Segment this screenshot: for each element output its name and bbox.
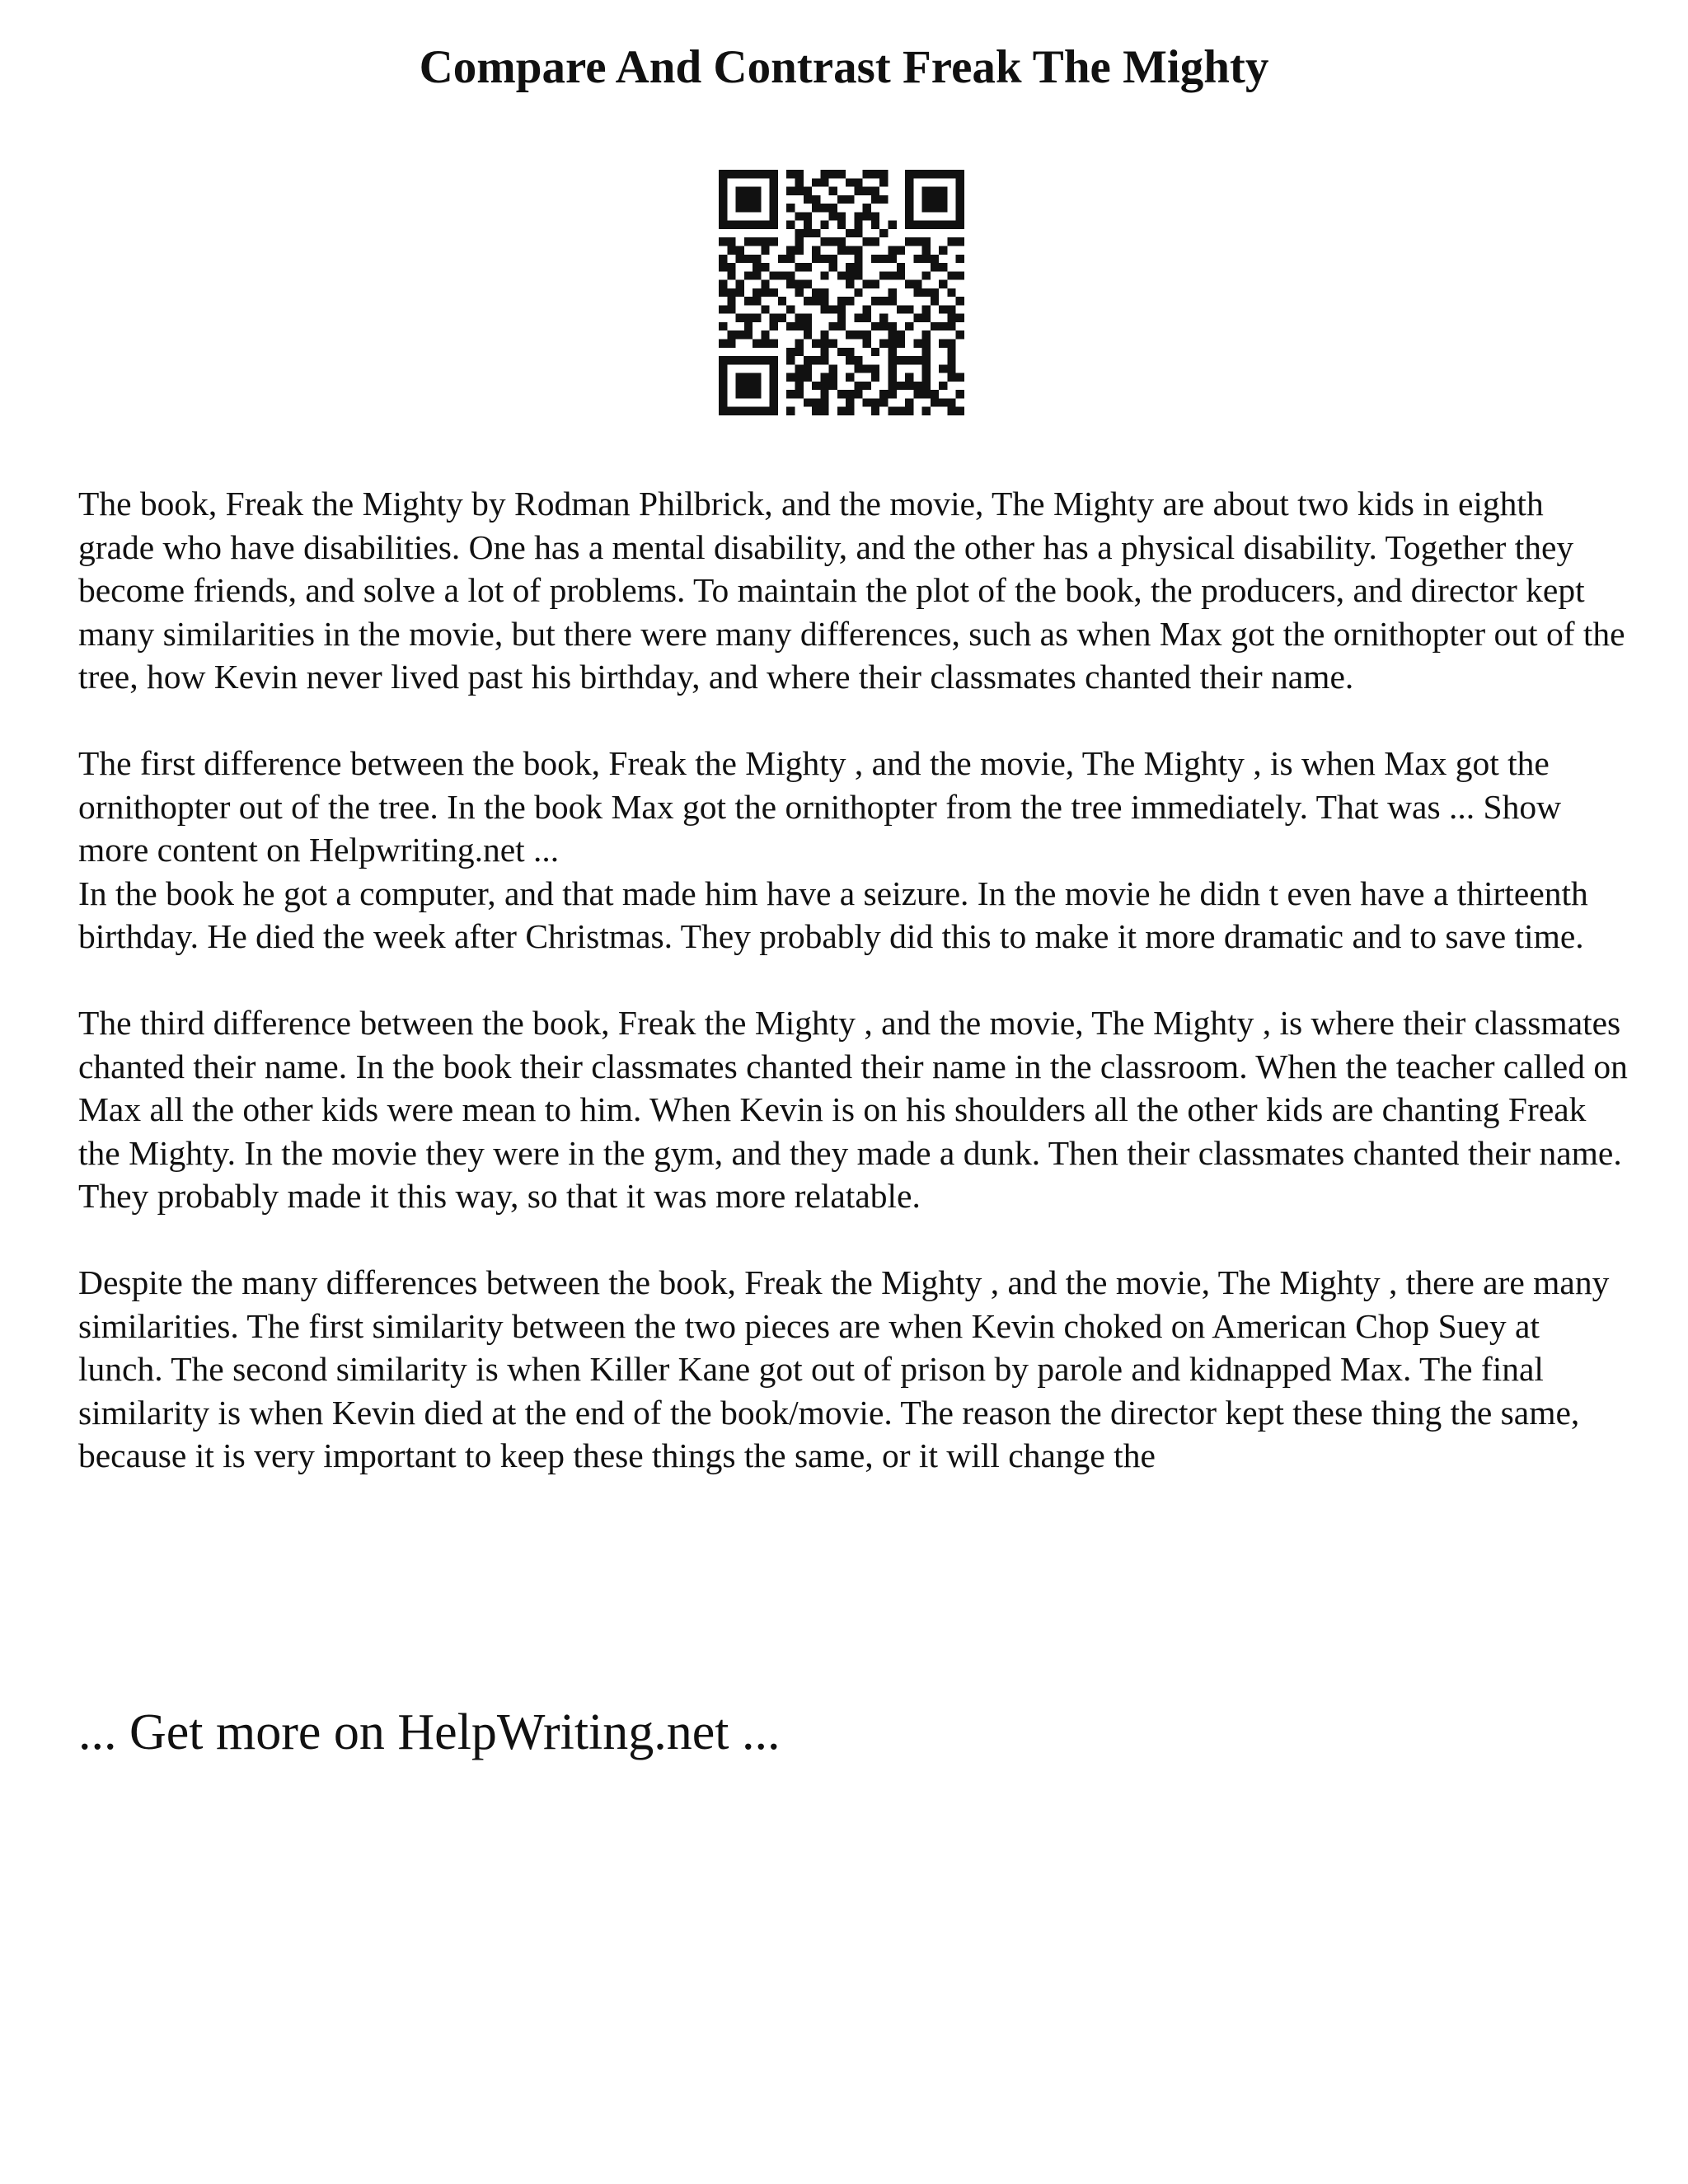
intro-paragraph: The book, Freak the Mighty by Rodman Philbrick, and the movie, The Mighty are about two kids in eighth grade who have disabilities. One has a mental disability, and the other has a physical disability. Together they become friends, and solve a lot of problems. To maintain the plot of the book, the producers, and director kept many similarities in the movie, but there were many differences, such as when Max got the ornithopter out of the tree, how Kevin never lived past his birthday, and where their classmates chanted their name. — [78, 485, 1625, 696]
first-difference-paragraph: The first difference between the book, Freak the Mighty , and the movie, The Mighty , is when Max got the ornithopter out of the tree. In the book Max got the ornithopter from the tree immediately. That was ... Show more content on Helpwriting.net ... — [78, 744, 1562, 869]
get-more-link[interactable]: ... Get more on HelpWriting.net ... — [78, 1704, 781, 1760]
similarities-paragraph: Despite the many differences between the book, Freak the Mighty , and the movie, The Mighty , there are many similarities. The first similarity between the two pieces are when Kevin choked on American Chop Suey at lunch. The second similarity is when Killer Kane got out of prison by parole and kidnapped Max. The final similarity is when Kevin died at the end of the book/movie. The reason the director kept these thing the same, because it is very important to keep these things the same, or it will change the — [78, 1263, 1610, 1474]
qr-code-icon — [719, 170, 964, 415]
page-title: Compare And Contrast Freak The Mighty — [419, 41, 1269, 93]
document-body — [78, 482, 1628, 1521]
third-difference-paragraph: The third difference between the book, Freak the Mighty , and the movie, The Mighty , is where their classmates chanted their name. In the book their classmates chanted their name in the classroom. When the teacher called on Max all the other kids were mean to him. When Kevin is on his shoulders all the other kids are chanting Freak the Mighty. In the movie they were in the gym, and they made a dunk. Then their classmates chanted their name. They probably made it this way, so that it was more relatable. — [78, 1004, 1628, 1215]
second-difference-paragraph: In the book he got a computer, and that made him have a seizure. In the movie he didn t even have a thirteenth birthday. He died the week after Christmas. They probably did this to make it more dramatic and to save time. — [78, 874, 1588, 955]
